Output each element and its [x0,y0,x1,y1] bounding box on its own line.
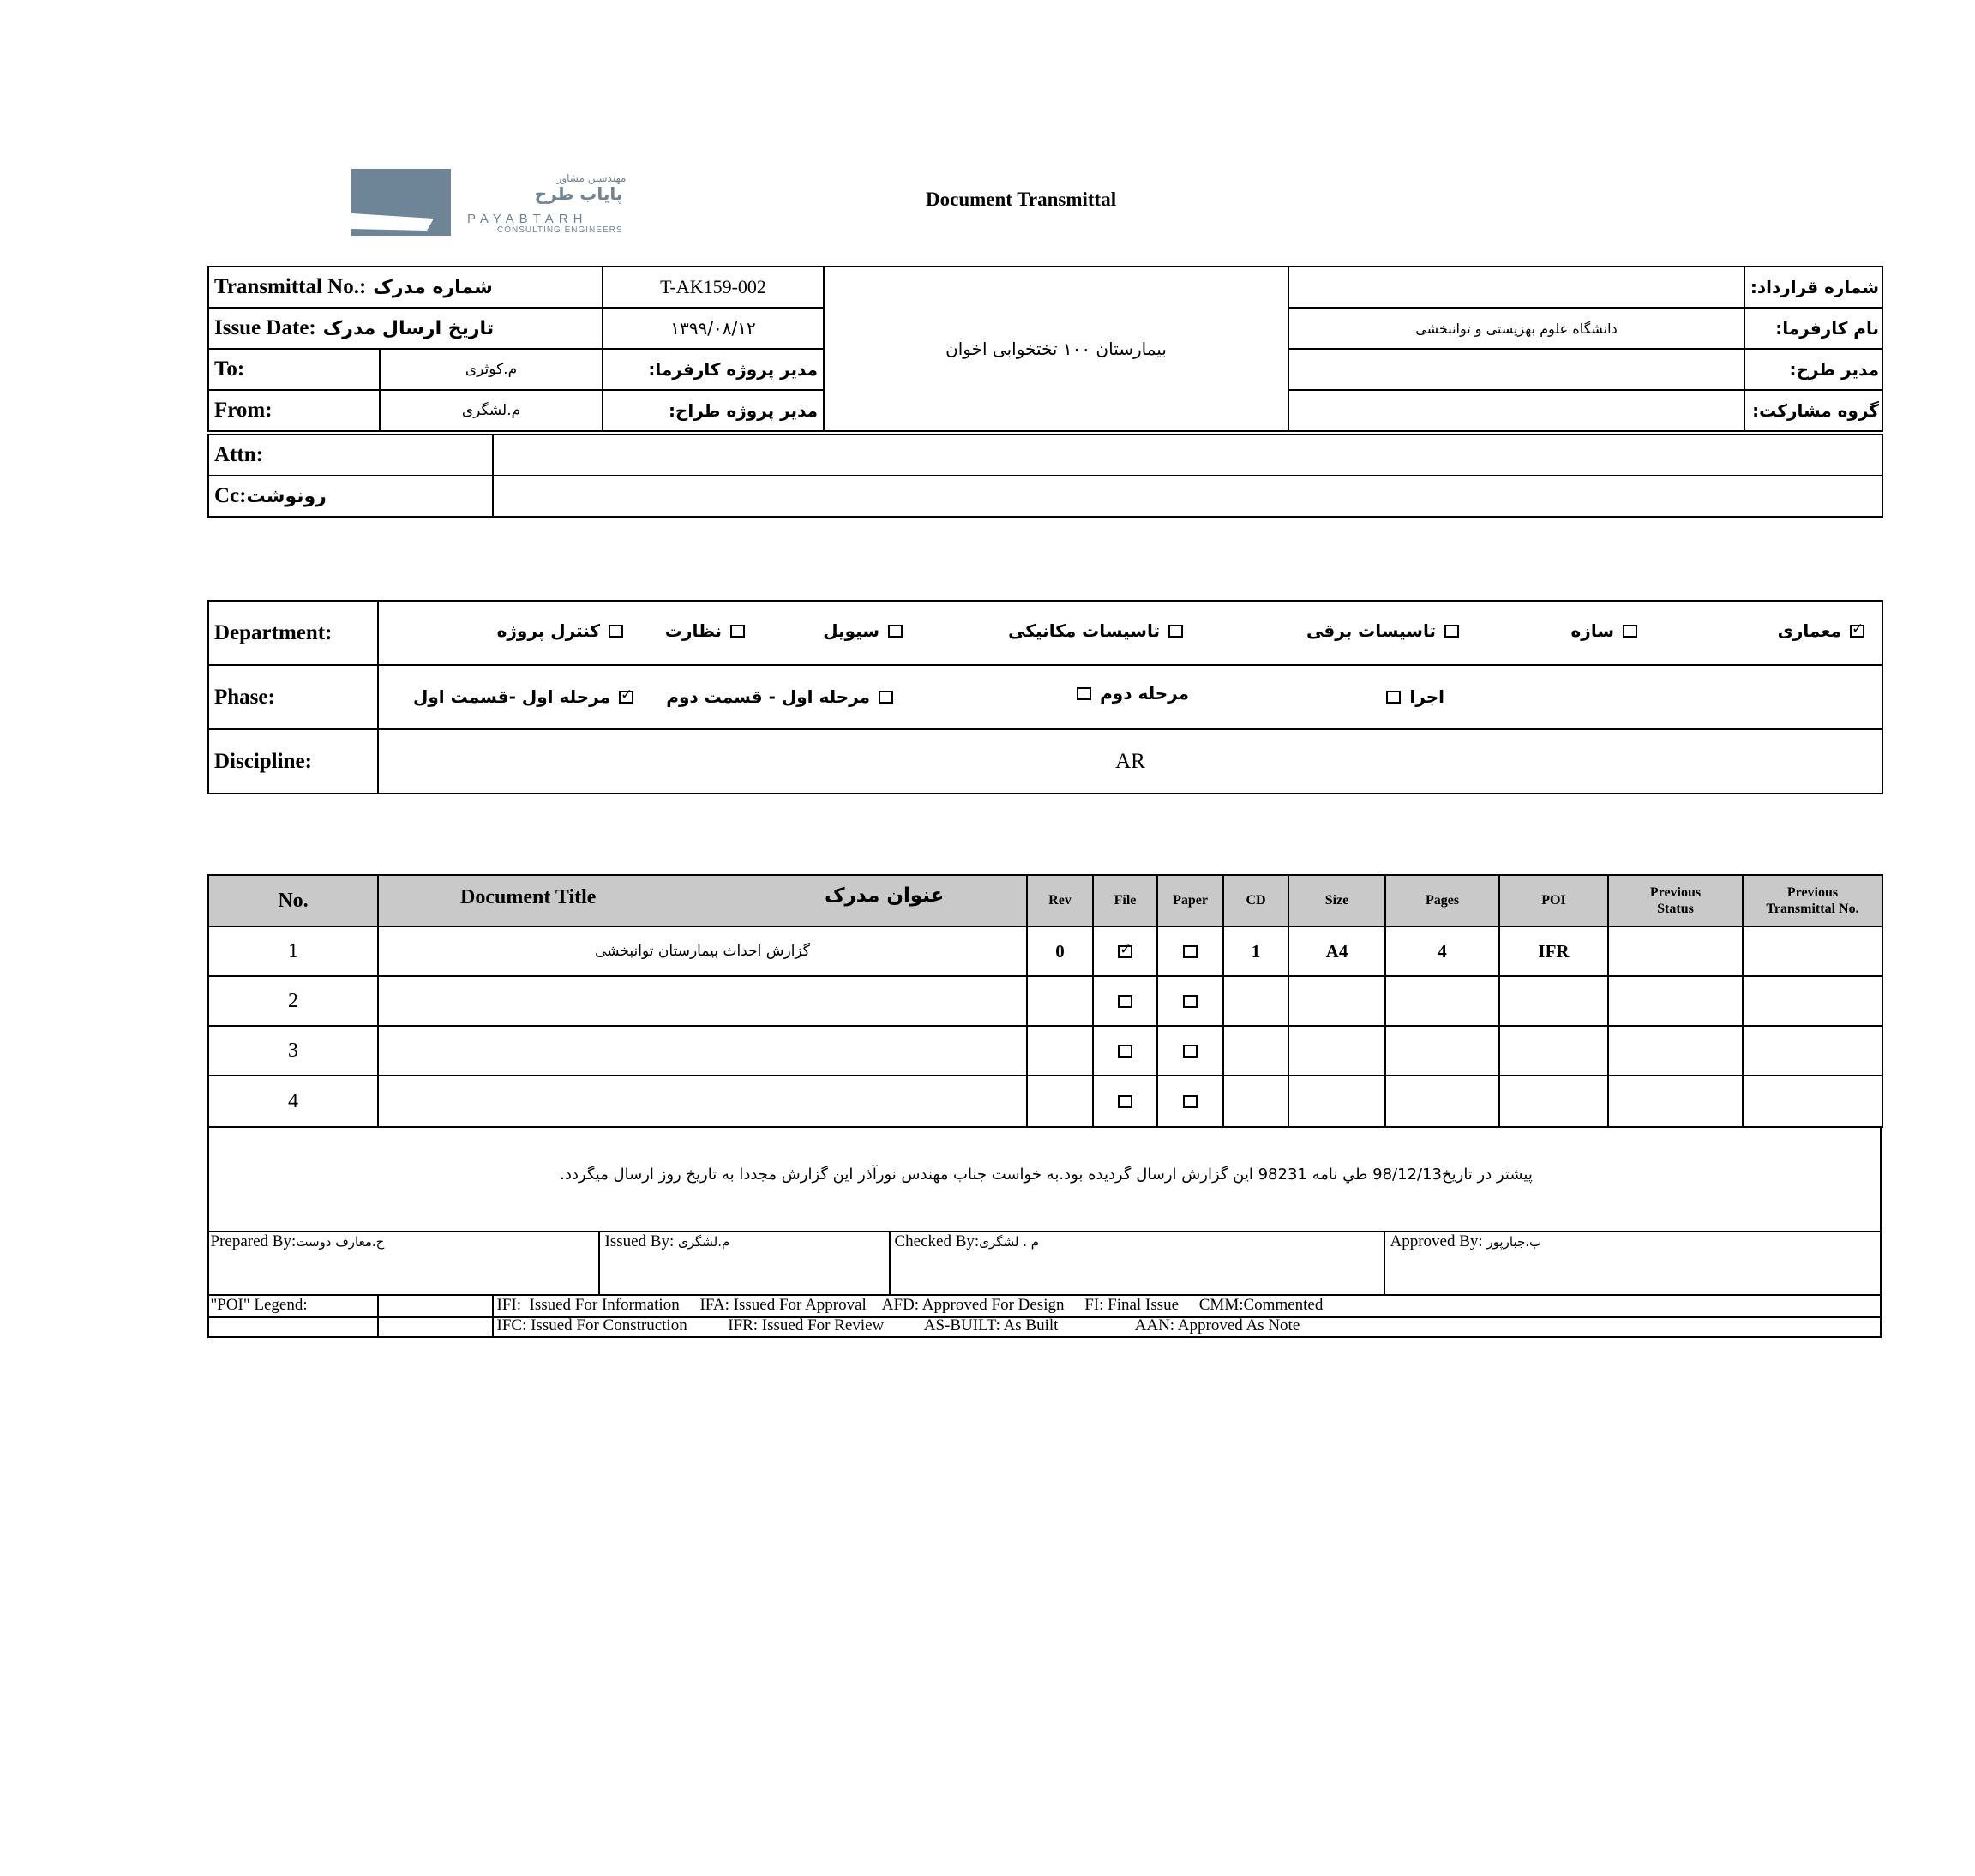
row-no: 2 [208,976,378,1026]
row-file [1093,976,1157,1026]
checkbox-icon[interactable] [1118,1045,1132,1058]
checkbox-icon[interactable] [1623,625,1637,638]
row-size [1288,1076,1385,1127]
issue-date-value: ۱۳۹۹/۰۸/۱۲ [603,308,824,349]
row-pages [1385,976,1499,1026]
row-previous-status [1608,1076,1743,1127]
phase-option-4[interactable] [1386,686,1444,707]
row-title [378,976,1027,1026]
header-table [207,266,1883,432]
department-options [378,601,1882,665]
department-option-label: کنترل پروژه [496,620,600,641]
department-option-label: تاسیسات مکانیکی [1008,620,1160,641]
row-poi [1499,1076,1608,1127]
approved-by-value: ب.جبارپور [1486,1234,1542,1250]
phase-option-label: اجرا [1409,686,1444,707]
row-pages: 4 [1385,926,1499,976]
issue-date-label-cell [208,308,603,349]
checkbox-icon[interactable] [1386,691,1401,704]
phase-option-2[interactable] [666,686,893,707]
legend [207,1294,1882,1337]
checkbox-checked-icon[interactable] [619,691,633,704]
col-paper: Paper [1157,875,1223,926]
issued-by [605,1232,730,1251]
logo-english-line2: CONSULTING ENGINEERS [497,225,623,235]
col-previous-transmittal-line1: Previous [1786,885,1839,900]
signatures-row [207,1231,1882,1295]
row-poi [1499,1026,1608,1076]
logo-mark-icon [351,169,451,236]
checkbox-icon[interactable] [1183,1095,1198,1108]
legend-line-1: IFI: Issued For Information IFA: Issued For Approval AFD: Approved For Design FI: Final Issue CMM:Commented [496,1296,1324,1314]
sig-divider [1384,1232,1385,1295]
prepared-by-value: ح.معارف دوست [296,1234,385,1250]
checkbox-icon[interactable] [888,625,903,638]
table-row [208,976,1882,1026]
sig-divider [598,1232,600,1295]
department-option-structure[interactable] [1571,620,1638,641]
col-size: Size [1288,875,1385,926]
attn-value [493,435,1882,476]
from-label: From: [208,390,380,431]
phase-options [378,665,1882,729]
attn-label: Attn: [208,435,493,476]
row-poi: IFR [1499,926,1608,976]
department-option-architecture[interactable] [1778,620,1864,641]
legend-line-2: IFC: Issued For Construction IFR: Issued For Review AS-BUILT: As Built AAN: Approved As Note [496,1316,1300,1334]
client-value: دانشگاه علوم بهزیستی و توانبخشی [1288,308,1744,349]
issued-by-label: Issued By: [604,1232,675,1250]
checkbox-icon[interactable] [1077,687,1091,700]
row-file [1093,926,1157,976]
cc-label-fa: رونوشت [246,486,327,507]
row-no: 3 [208,1026,378,1076]
phase-option-label: مرحله دوم [1100,683,1189,704]
checkbox-icon[interactable] [730,625,745,638]
remarks-box [207,1128,1882,1338]
phase-label: Phase: [208,665,378,729]
row-size [1288,976,1385,1026]
approved-by-label: Approved By: [1390,1232,1483,1250]
transmittal-no-label-fa: شماره مدرک [373,277,493,298]
row-previous-transmittal [1743,926,1882,976]
row-title [378,1026,1027,1076]
department-option-supervision[interactable] [665,620,745,641]
department-option-label: سازه [1570,620,1614,641]
row-previous-status [1608,1026,1743,1076]
checkbox-icon[interactable] [879,691,893,704]
classification-table [207,600,1883,794]
issued-by-value: م.لشگری [678,1234,730,1250]
phase-option-label: مرحله اول -قسمت اول [412,686,610,707]
checked-by-value: م . لشگری [979,1234,1040,1250]
row-rev [1027,1076,1093,1127]
row-title [378,1076,1027,1127]
to-value: م.کوثری [380,349,603,390]
checkbox-icon[interactable] [1118,995,1132,1008]
checked-by [895,1232,1040,1251]
col-previous-status [1608,875,1743,926]
logo-persian-line2: پایاب طرح [534,183,623,204]
row-cd: 1 [1223,926,1288,976]
transmittal-no-label-en: Transmittal No.: [214,275,367,298]
documents-table [207,874,1883,1128]
phase-option-3[interactable] [1077,683,1189,704]
table-row [208,1026,1882,1076]
checkbox-icon[interactable] [609,625,623,638]
partnership-label: گروه مشارکت: [1744,390,1882,431]
attn-cc-table [207,434,1883,518]
col-poi: POI [1499,875,1608,926]
row-previous-status [1608,976,1743,1026]
department-option-electrical[interactable] [1306,620,1459,641]
cc-label-cell [208,476,493,517]
checkbox-icon[interactable] [1183,1045,1198,1058]
contract-no-label: شماره قرارداد: [1744,267,1882,308]
checkbox-icon[interactable] [1168,625,1183,638]
row-no: 4 [208,1076,378,1127]
checkbox-checked-icon[interactable] [1850,625,1864,638]
client-pm-label: مدیر پروژه کارفرما: [603,349,824,390]
legend-label: "POI" Legend: [210,1296,308,1314]
col-title [378,875,1027,926]
issue-date-label-fa: تاریخ ارسال مدرک [322,318,495,339]
row-cd [1223,976,1288,1026]
row-pages [1385,1026,1499,1076]
cc-label-en: Cc: [214,484,247,507]
discipline-value: AR [378,729,1882,794]
designer-pm-label: مدیر پروژه طراح: [603,390,824,431]
transmittal-no-label-cell [208,267,603,308]
contract-no-value [1288,267,1744,308]
row-paper [1157,926,1223,976]
row-paper [1157,1026,1223,1076]
row-paper [1157,976,1223,1026]
col-file: File [1093,875,1157,926]
row-poi [1499,976,1608,1026]
row-size: A4 [1288,926,1385,976]
table-row [208,926,1882,976]
row-previous-status [1608,926,1743,976]
col-pages: Pages [1385,875,1499,926]
to-label: To: [208,349,380,390]
department-label: Department: [208,601,378,665]
department-option-label: معماری [1777,620,1841,641]
row-cd [1223,1076,1288,1127]
checkbox-icon[interactable] [1183,995,1198,1008]
row-cd [1223,1026,1288,1076]
checkbox-checked-icon[interactable] [1118,945,1132,958]
col-no: No. [208,875,378,926]
department-option-label: نظارت [664,620,722,641]
col-title-fa: عنوان مدرک [825,884,945,907]
prepared-by [211,1232,385,1251]
row-paper [1157,1076,1223,1127]
row-no: 1 [208,926,378,976]
prepared-by-label: Prepared By: [210,1232,297,1250]
phase-option-label: مرحله اول - قسمت دوم [666,686,870,707]
row-size [1288,1026,1385,1076]
row-previous-transmittal [1743,1026,1882,1076]
department-option-label: تاسیسات برقی [1306,620,1436,641]
department-option-project-control[interactable] [497,620,623,641]
plan-manager-value [1288,349,1744,390]
issue-date-label-en: Issue Date: [214,316,316,339]
row-file [1093,1076,1157,1127]
row-title: گزارش احداث بیمارستان توانبخشی [378,926,1027,976]
project-name: بیمارستان ۱۰۰ تختخوابی اخوان [824,267,1288,431]
checked-by-label: Checked By: [894,1232,980,1250]
remarks-note: پیشتر در تاریخ98/12/13 طي نامه 98231 این گزارش ارسال گردیده بود.به خواست جناب مهندس نورآذر این گزارش مجددا به تاریخ روز ارسال میگردد. [560,1166,1533,1184]
col-rev: Rev [1027,875,1093,926]
logo-persian-line1: مهندسین مشاور [556,172,627,184]
row-rev [1027,1026,1093,1076]
transmittal-no-value: T-AK159-002 [603,267,824,308]
legend-col-divider [377,1296,379,1337]
table-row [208,1076,1882,1127]
page-title: Document Transmittal [926,189,1117,210]
department-option-mechanical[interactable] [1008,620,1183,641]
row-rev: 0 [1027,926,1093,976]
client-label: نام کارفرما: [1744,308,1882,349]
from-value: م.لشگری [380,390,603,431]
logo-english-line1: PAYABTARH [467,212,588,226]
plan-manager-label: مدیر طرح: [1744,349,1882,390]
phase-option-1[interactable] [413,686,633,707]
row-previous-transmittal [1743,1076,1882,1127]
row-previous-transmittal [1743,976,1882,1026]
row-pages [1385,1076,1499,1127]
department-option-label: سیویل [823,620,879,641]
checkbox-icon[interactable] [1444,625,1459,638]
col-previous-status-line2: Status [1657,902,1694,916]
col-title-en: Document Title [460,886,597,908]
cc-value [493,476,1882,517]
checkbox-icon[interactable] [1118,1095,1132,1108]
department-option-civil[interactable] [823,620,903,641]
sig-divider [889,1232,891,1295]
approved-by [1390,1232,1542,1251]
col-previous-transmittal-line2: Transmittal No. [1766,902,1859,916]
legend-col-divider [492,1296,494,1337]
col-previous-transmittal [1743,875,1882,926]
col-previous-status-line1: Previous [1649,885,1702,900]
row-file [1093,1026,1157,1076]
partnership-value [1288,390,1744,431]
discipline-label: Discipline: [208,729,378,794]
row-rev [1027,976,1093,1026]
col-cd: CD [1223,875,1288,926]
checkbox-icon[interactable] [1183,945,1198,958]
logo [351,169,669,237]
